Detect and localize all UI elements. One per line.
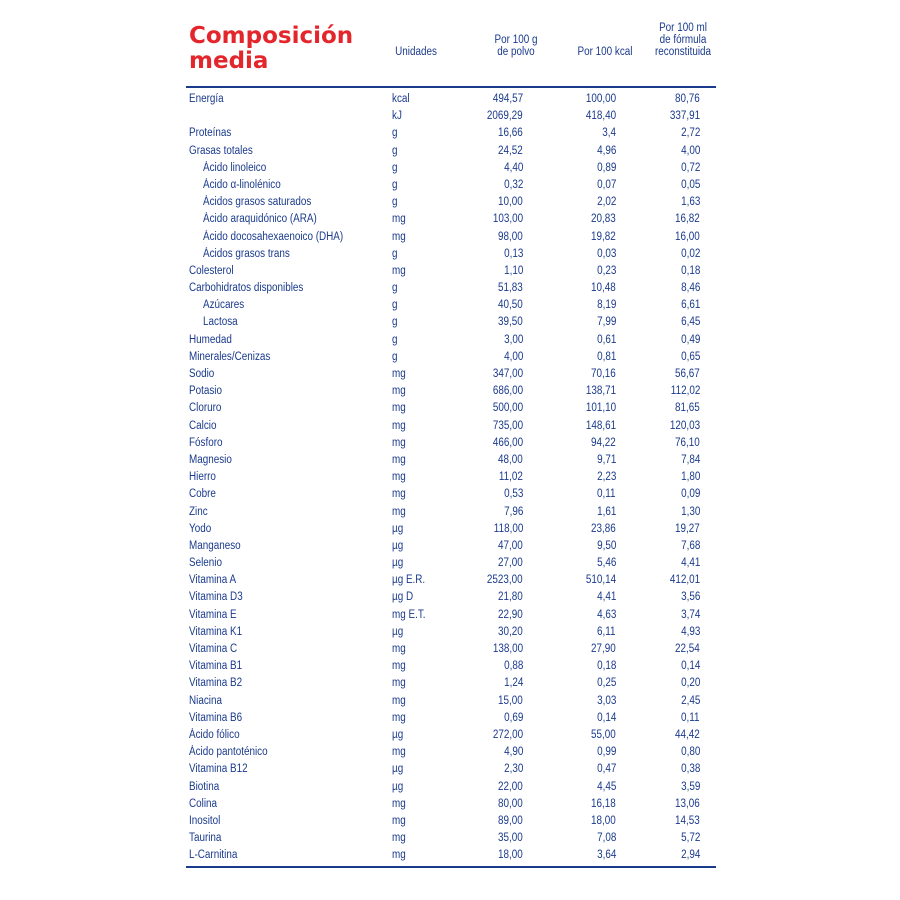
value-per-100ml: 80,76	[675, 93, 700, 105]
value-per-100kcal: 0,99	[596, 746, 616, 759]
table-row	[186, 400, 716, 417]
value-per-100g: 118,00	[493, 522, 523, 535]
value-per-100kcal: 4,45	[596, 780, 616, 793]
value-per-100g: 40,50	[498, 299, 523, 312]
nutrient-name: Vitamina D3	[189, 591, 243, 604]
table-row	[186, 624, 716, 641]
value-per-100kcal: 20,83	[591, 213, 616, 226]
value-per-100kcal: 0,25	[596, 677, 616, 690]
nutrient-name: Ácidos grasos trans	[203, 247, 290, 260]
value-per-100ml: 0,20	[680, 677, 700, 690]
value-per-100kcal: 70,16	[591, 368, 616, 380]
value-per-100g: 89,00	[498, 814, 523, 827]
unit-cell: g	[392, 247, 398, 260]
nutrient-name: Lactosa	[203, 316, 238, 329]
unit-cell: mg	[392, 419, 406, 432]
value-per-100ml: 0,49	[680, 333, 700, 346]
table-row	[186, 177, 716, 194]
value-per-100kcal: 0,14	[596, 711, 616, 724]
table-row	[186, 229, 716, 246]
value-per-100ml: 81,65	[675, 402, 700, 415]
value-per-100g: 494,57	[492, 93, 523, 105]
unit-cell: g	[392, 316, 398, 329]
table-row	[186, 452, 716, 469]
value-per-100ml: 16,82	[675, 213, 700, 226]
unit-cell: mg	[392, 488, 406, 501]
nutrient-name: Ácido linoleico	[203, 161, 267, 174]
unit-cell: mg	[392, 402, 406, 415]
value-per-100ml: 0,80	[680, 746, 700, 759]
value-per-100g: 2,30	[503, 763, 523, 776]
table-row	[186, 727, 716, 744]
table-row	[186, 744, 716, 761]
column-header-per-100g: Por 100 g de polvo	[494, 34, 538, 58]
value-per-100ml: 13,06	[675, 797, 700, 810]
value-per-100ml: 14,53	[675, 814, 700, 827]
value-per-100kcal: 27,90	[591, 643, 616, 655]
value-per-100g: 0,69	[503, 711, 523, 724]
table-row	[186, 589, 716, 606]
table-row	[186, 607, 716, 624]
column-header-units: Unidades	[395, 46, 437, 58]
value-per-100kcal: 3,4	[602, 127, 616, 140]
table-row	[186, 486, 716, 503]
unit-cell: mg E.T.	[392, 608, 426, 621]
nutrient-name: Proteínas	[189, 127, 232, 140]
value-per-100ml: 0,72	[680, 161, 700, 174]
value-per-100ml: 6,61	[680, 299, 700, 312]
value-per-100ml: 0,18	[680, 264, 700, 277]
value-per-100ml: 0,65	[680, 350, 700, 363]
value-per-100ml: 44,42	[675, 728, 700, 741]
unit-cell: mg	[392, 643, 406, 655]
unit-cell: g	[392, 161, 398, 174]
unit-cell: g	[392, 196, 398, 209]
value-per-100g: 21,80	[498, 591, 523, 604]
value-per-100ml: 3,74	[680, 608, 700, 621]
value-per-100ml: 56,67	[675, 368, 700, 380]
nutrient-name: Yodo	[189, 522, 212, 535]
unit-cell: g	[392, 333, 398, 346]
unit-cell: mg	[392, 436, 406, 449]
unit-cell: mg	[392, 230, 406, 243]
value-per-100kcal: 9,50	[596, 539, 616, 552]
value-per-100kcal: 418,40	[585, 110, 616, 123]
value-per-100g: 39,50	[498, 316, 523, 329]
table-header	[186, 20, 716, 88]
nutrient-name: Niacina	[189, 694, 222, 707]
value-per-100g: 2069,29	[487, 110, 523, 123]
value-per-100ml: 1,30	[680, 505, 700, 518]
nutrient-name: Manganeso	[189, 539, 241, 552]
value-per-100kcal: 0,81	[596, 350, 616, 363]
value-per-100ml: 0,02	[680, 247, 700, 260]
table-row	[186, 675, 716, 692]
table-row	[186, 418, 716, 435]
unit-cell: µg	[392, 522, 404, 535]
value-per-100g: 0,13	[503, 247, 523, 260]
unit-cell: g	[392, 299, 398, 312]
table-row	[186, 847, 716, 864]
value-per-100g: 138,00	[492, 643, 523, 655]
unit-cell: kJ	[392, 110, 402, 123]
unit-cell: kcal	[392, 93, 410, 105]
value-per-100kcal: 101,10	[585, 402, 616, 415]
table-row	[186, 143, 716, 160]
table-row	[186, 263, 716, 280]
nutrient-name: Humedad	[189, 333, 232, 346]
nutrient-name: Inositol	[189, 814, 221, 827]
value-per-100g: 51,83	[498, 282, 523, 295]
value-per-100g: 4,00	[503, 350, 523, 363]
value-per-100kcal: 100,00	[585, 93, 616, 105]
nutrient-name: Vitamina B2	[189, 677, 243, 690]
unit-cell: µg	[392, 728, 404, 741]
table-row	[186, 813, 716, 830]
value-per-100kcal: 2,23	[596, 471, 616, 484]
unit-cell: mg	[392, 694, 406, 707]
value-per-100kcal: 510,14	[585, 574, 616, 587]
value-per-100g: 22,90	[498, 608, 523, 621]
value-per-100g: 0,88	[503, 660, 523, 673]
value-per-100ml: 0,11	[681, 711, 700, 724]
nutrient-name: Minerales/Cenizas	[189, 350, 271, 363]
value-per-100g: 4,40	[503, 161, 523, 174]
table-row	[186, 572, 716, 589]
unit-cell: µg	[392, 557, 404, 570]
value-per-100kcal: 0,23	[596, 264, 616, 277]
value-per-100g: 466,00	[492, 436, 523, 449]
unit-cell: g	[392, 144, 398, 157]
value-per-100g: 15,00	[498, 694, 523, 707]
value-per-100kcal: 0,47	[596, 763, 616, 776]
unit-cell: mg	[392, 677, 406, 690]
value-per-100g: 347,00	[492, 368, 523, 380]
nutrient-name: Azúcares	[203, 299, 245, 312]
unit-cell: mg	[392, 797, 406, 810]
unit-cell: g	[392, 350, 398, 363]
value-per-100ml: 1,63	[680, 196, 700, 209]
value-per-100kcal: 3,64	[596, 849, 616, 862]
table-row	[186, 658, 716, 675]
value-per-100ml: 1,80	[680, 471, 700, 484]
nutrient-name: Colesterol	[189, 264, 234, 277]
unit-cell: mg	[392, 849, 406, 862]
value-per-100ml: 3,56	[680, 591, 700, 604]
table-row	[186, 693, 716, 710]
value-per-100kcal: 3,03	[596, 694, 616, 707]
unit-cell: mg	[392, 814, 406, 827]
unit-cell: µg E.R.	[392, 574, 426, 587]
nutrient-name: Ácido docosahexaenoico (DHA)	[203, 230, 344, 243]
value-per-100kcal: 18,00	[591, 814, 616, 827]
unit-cell: mg	[392, 505, 406, 518]
value-per-100ml: 6,45	[680, 316, 700, 329]
nutrient-name: Ácido fólico	[189, 728, 240, 741]
value-per-100g: 103,00	[492, 213, 523, 226]
value-per-100ml: 16,00	[675, 230, 700, 243]
value-per-100kcal: 0,18	[596, 660, 616, 673]
value-per-100ml: 3,59	[680, 780, 700, 793]
table-row	[186, 297, 716, 314]
value-per-100ml: 5,72	[680, 832, 700, 845]
value-per-100g: 18,00	[498, 849, 523, 862]
table-body	[186, 88, 716, 868]
unit-cell: mg	[392, 746, 406, 759]
unit-cell: µg	[392, 780, 404, 793]
value-per-100kcal: 0,61	[596, 333, 616, 346]
unit-cell: mg	[392, 368, 406, 380]
value-per-100g: 35,00	[498, 832, 523, 845]
value-per-100g: 3,00	[503, 333, 523, 346]
value-per-100kcal: 94,22	[591, 436, 616, 449]
unit-cell: µg	[392, 539, 404, 552]
value-per-100ml: 7,68	[680, 539, 700, 552]
table-row	[186, 160, 716, 177]
value-per-100kcal: 4,41	[596, 591, 616, 604]
nutrient-name: Calcio	[189, 419, 217, 432]
nutrient-name: Vitamina A	[189, 574, 237, 587]
value-per-100kcal: 0,11	[597, 488, 616, 501]
table-row	[186, 435, 716, 452]
value-per-100ml: 2,72	[680, 127, 700, 140]
nutrient-name: Grasas totales	[189, 144, 253, 157]
unit-cell: g	[392, 178, 398, 191]
value-per-100ml: 76,10	[675, 436, 700, 449]
value-per-100ml: 4,00	[680, 144, 700, 157]
nutrient-name: Magnesio	[189, 453, 232, 466]
value-per-100ml: 337,91	[669, 110, 700, 123]
unit-cell: µg	[392, 625, 404, 638]
value-per-100g: 48,00	[498, 453, 523, 466]
value-per-100ml: 4,93	[680, 625, 700, 638]
value-per-100g: 47,00	[498, 539, 523, 552]
table-row	[186, 280, 716, 297]
unit-cell: mg	[392, 660, 406, 673]
table-row	[186, 710, 716, 727]
nutrient-name: L-Carnitina	[189, 849, 238, 862]
value-per-100kcal: 7,99	[596, 316, 616, 329]
value-per-100kcal: 0,03	[596, 247, 616, 260]
unit-cell: mg	[392, 453, 406, 466]
value-per-100g: 7,96	[503, 505, 523, 518]
value-per-100kcal: 6,11	[597, 625, 616, 638]
value-per-100g: 10,00	[498, 196, 523, 209]
value-per-100g: 22,00	[498, 780, 523, 793]
unit-cell: mg	[392, 471, 406, 484]
column-header-per-100ml: Por 100 ml de fórmula reconstituida	[654, 22, 712, 58]
value-per-100g: 272,00	[492, 728, 523, 741]
unit-cell: g	[392, 127, 398, 140]
value-per-100kcal: 4,63	[596, 608, 616, 621]
value-per-100ml: 19,27	[675, 522, 700, 535]
table-row	[186, 830, 716, 847]
value-per-100g: 4,90	[503, 746, 523, 759]
table-row	[186, 469, 716, 486]
table-row	[186, 91, 716, 108]
unit-cell: mg	[392, 213, 406, 226]
value-per-100g: 27,00	[498, 557, 523, 570]
value-per-100ml: 7,84	[680, 453, 700, 466]
table-row	[186, 761, 716, 778]
value-per-100g: 30,20	[498, 625, 523, 638]
value-per-100g: 735,00	[492, 419, 523, 432]
unit-cell: mg	[392, 264, 406, 277]
value-per-100ml: 0,05	[680, 178, 700, 191]
value-per-100g: 1,24	[503, 677, 523, 690]
table-row	[186, 211, 716, 228]
unit-cell: g	[392, 282, 398, 295]
table-row	[186, 332, 716, 349]
value-per-100ml: 0,14	[680, 660, 700, 673]
value-per-100kcal: 55,00	[591, 728, 616, 741]
nutrient-name: Vitamina B1	[189, 660, 243, 673]
unit-cell: mg	[392, 832, 406, 845]
value-per-100kcal: 138,71	[585, 385, 616, 398]
nutrient-name: Vitamina E	[189, 608, 237, 621]
value-per-100ml: 120,03	[669, 419, 700, 432]
value-per-100kcal: 10,48	[591, 282, 616, 295]
value-per-100g: 16,66	[498, 127, 523, 140]
nutrient-name: Colina	[189, 797, 218, 810]
nutrient-name: Sodio	[189, 368, 215, 380]
composition-table	[186, 20, 716, 868]
nutrient-name: Cobre	[189, 488, 216, 501]
value-per-100ml: 4,41	[680, 557, 700, 570]
column-header-per-100kcal: Por 100 kcal	[577, 46, 633, 58]
value-per-100kcal: 7,08	[596, 832, 616, 845]
unit-cell: mg	[392, 385, 406, 398]
nutrient-name: Cloruro	[189, 402, 222, 415]
nutrient-name: Vitamina C	[189, 643, 238, 655]
value-per-100kcal: 148,61	[585, 419, 616, 432]
nutrient-name: Ácido pantoténico	[189, 746, 268, 759]
nutrient-name: Selenio	[189, 557, 223, 570]
table-row	[186, 555, 716, 572]
value-per-100kcal: 4,96	[596, 144, 616, 157]
nutrient-name: Vitamina B6	[189, 711, 243, 724]
value-per-100ml: 412,01	[669, 574, 700, 587]
value-per-100kcal: 0,89	[596, 161, 616, 174]
table-row	[186, 366, 716, 383]
nutrient-name: Potasio	[189, 385, 222, 398]
table-row	[186, 779, 716, 796]
value-per-100kcal: 0,07	[596, 178, 616, 191]
unit-cell: µg D	[392, 591, 414, 604]
value-per-100kcal: 23,86	[591, 522, 616, 535]
value-per-100g: 24,52	[498, 144, 523, 157]
value-per-100kcal: 16,18	[591, 797, 616, 810]
value-per-100kcal: 8,19	[596, 299, 616, 312]
table-row	[186, 383, 716, 400]
value-per-100g: 80,00	[498, 797, 523, 810]
table-row	[186, 641, 716, 658]
table-row	[186, 521, 716, 538]
table-row	[186, 194, 716, 211]
table-row	[186, 246, 716, 263]
value-per-100kcal: 9,71	[596, 453, 616, 466]
table-row	[186, 538, 716, 555]
value-per-100ml: 2,45	[680, 694, 700, 707]
unit-cell: µg	[392, 763, 404, 776]
value-per-100g: 11,02	[498, 471, 523, 484]
value-per-100g: 2523,00	[487, 574, 523, 587]
nutrient-name: Fósforo	[189, 436, 223, 449]
value-per-100ml: 22,54	[675, 643, 700, 655]
table-row	[186, 349, 716, 366]
value-per-100g: 98,00	[498, 230, 523, 243]
nutrient-name: Taurina	[189, 832, 222, 845]
value-per-100kcal: 19,82	[591, 230, 616, 243]
value-per-100g: 1,10	[503, 264, 523, 277]
unit-cell: mg	[392, 711, 406, 724]
value-per-100g: 0,32	[503, 178, 523, 191]
value-per-100ml: 0,09	[680, 488, 700, 501]
value-per-100ml: 112,02	[670, 385, 700, 398]
value-per-100g: 500,00	[492, 402, 523, 415]
table-row	[186, 504, 716, 521]
nutrient-name: Ácido α-linolénico	[203, 178, 281, 191]
value-per-100ml: 8,46	[680, 282, 700, 295]
nutrient-name: Energía	[189, 93, 224, 105]
table-row	[186, 796, 716, 813]
value-per-100g: 686,00	[492, 385, 523, 398]
value-per-100kcal: 1,61	[596, 505, 616, 518]
table-title: Composición media	[189, 23, 354, 74]
table-row	[186, 108, 716, 125]
value-per-100ml: 0,38	[680, 763, 700, 776]
value-per-100kcal: 5,46	[596, 557, 616, 570]
value-per-100ml: 2,94	[680, 849, 700, 862]
nutrient-name: Ácidos grasos saturados	[203, 196, 312, 209]
table-row	[186, 314, 716, 331]
nutrient-name: Hierro	[189, 471, 216, 484]
nutrient-name: Ácido araquidónico (ARA)	[203, 213, 317, 226]
nutrient-name: Vitamina B12	[189, 763, 248, 776]
value-per-100kcal: 2,02	[596, 196, 616, 209]
nutrient-name: Zinc	[189, 505, 208, 518]
nutrient-name: Biotina	[189, 780, 220, 793]
nutrient-name: Vitamina K1	[189, 625, 243, 638]
value-per-100g: 0,53	[503, 488, 523, 501]
nutrient-name: Carbohidratos disponibles	[189, 282, 304, 295]
table-row	[186, 125, 716, 142]
